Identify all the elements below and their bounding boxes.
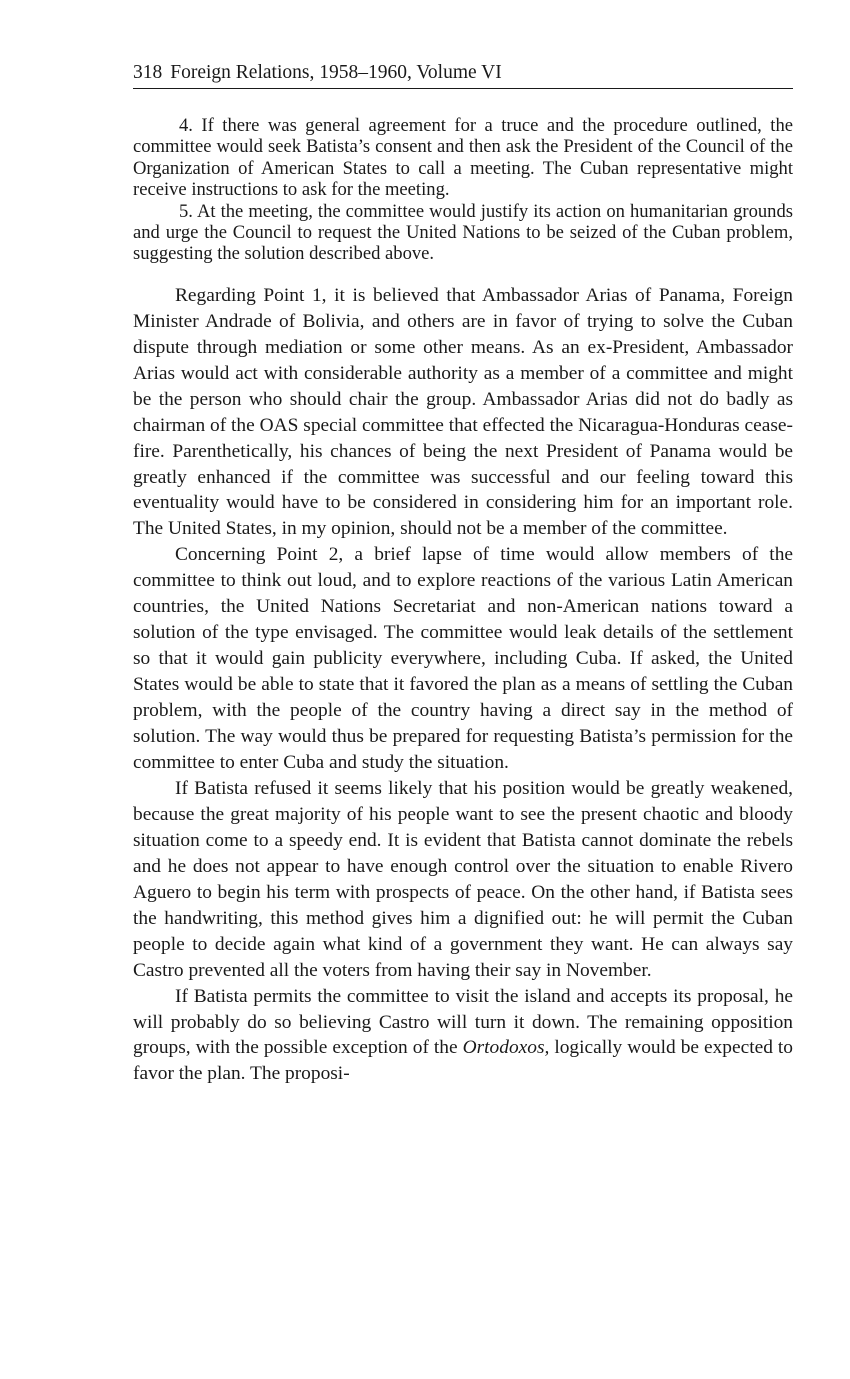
volume-title: Foreign Relations, 1958–1960, Volume VI [170, 62, 502, 83]
body-text [133, 283, 793, 1088]
document-page [133, 60, 793, 1087]
paragraph-text: If Batista permits the committee to visit the island and accepts its proposal, he will probably do so believing Castro will turn it down. The remaining opposition groups, with the possible exception of the [133, 985, 793, 1059]
paragraph-point-2: Concerning Point 2, a brief lapse of time would allow members of the committee to think out loud, and to explore reactions of the various Latin American countries, the United Nations Secretariat and non-American nations toward a solution of the type envisaged. The committee would leak details of the settlement so that it would gain publicity everywhere, including Cuba. If asked, the United States would be able to state that it favored the plan as a means of settling the Cuban problem, with the people of the country having a direct say in the method of solution. The way would thus be prepared for requesting Batista’s permission for the committee to enter Cuba and study the situation. [133, 544, 793, 773]
paragraph-batista-refused: If Batista refused it seems likely that his position would be greatly weakened, because the great majority of his people want to see the present chaotic and bloody situation come to a speedy end. It is evident that Batista cannot dominate the rebels and he does not appear to have enough control over the situation to enable Rivero Aguero to begin his term with prospects of peace. On the other hand, if Batista sees the handwriting, this method gives him a dignified out: he will permit the Cuban people to decide again what kind of a government they want. He can always say Castro prevented all the voters from having their say in November. [133, 777, 793, 981]
paragraph-text-continued: logically would be expected to favor the plan. The proposi- [133, 1037, 793, 1085]
extract-point-4: 4. If there was general agreement for a truce and the procedure outlined, the committee would seek Batista’s consent and then ask the President of the Council of the Organization of American States to call a meeting. The Cuban representative might receive instructions to ask for the meeting. [133, 115, 793, 201]
italic-term: Ortodoxos, [462, 1037, 550, 1059]
paragraph-batista-permits [133, 984, 793, 1088]
running-head [133, 60, 793, 89]
quoted-extract [133, 115, 793, 265]
paragraph-point-1: Regarding Point 1, it is believed that Ambassador Arias of Panama, Foreign Minister Andrade of Bolivia, and others are in favor of trying to solve the Cuban dispute through mediation or some other means. As an ex-President, Ambassador Arias would act with considerable authority as a member of a committee and might be the person who should chair the group. Ambassador Arias did not do badly as chairman of the OAS special committee that effected the Nicaragua-Honduras cease-fire. Parenthetically, his chances of being the next President of Panama would be greatly enhanced if the committee was successful and our feeling toward this eventuality would have to be considered in considering him for an important role. The United States, in my opinion, should not be a member of the committee. [133, 284, 793, 540]
page-number: 318 [133, 62, 163, 83]
extract-point-5: 5. At the meeting, the committee would justify its action on humanitarian grounds and urge the Council to request the United Nations to be seized of the Cuban problem, suggesting the solution described above. [133, 200, 793, 265]
